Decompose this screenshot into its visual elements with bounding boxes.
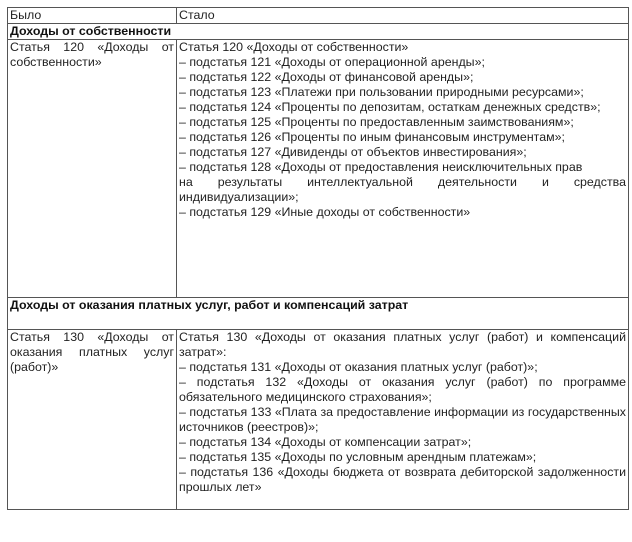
after-cell	[177, 40, 629, 298]
subarticle-line: – подстатья 124 «Проценты по депозитам, остаткам денежных средств»;	[179, 100, 601, 114]
table-row	[8, 40, 629, 298]
section-title: Доходы от оказания платных услуг, работ и компенсаций затрат	[8, 298, 629, 330]
subarticle-line: – подстатья 123 «Платежи при пользовании природными ресурсами»;	[179, 85, 584, 99]
header-before: Было	[8, 8, 177, 24]
subarticle-line: – подстатья 129 «Иные доходы от собственности»	[179, 205, 471, 219]
section-title: Доходы от собственности	[8, 24, 629, 40]
subarticle-line: – подстатья 133 «Плата за предоставление информации из государственных источников (реестров)»;	[179, 405, 626, 434]
subarticle-line: – подстатья 132 «Доходы от оказания услуг (работ) по программе обязательного медицинского страхования»;	[179, 375, 626, 404]
subarticle-line: на результаты интеллектуальной деятельности и средства индивидуализации»;	[179, 175, 626, 204]
subarticle-line: – подстатья 135 «Доходы по условным арендным платежам»;	[179, 450, 537, 464]
before-text: Статья 130 «Доходы от оказания платных услуг (работ)»	[10, 330, 174, 374]
subarticle-line: – подстатья 127 «Дивиденды от объектов инвестирования»;	[179, 145, 527, 159]
subarticle-line: – подстатья 131 «Доходы от оказания платных услуг (работ)»;	[179, 360, 538, 374]
table-row	[8, 330, 629, 510]
comparison-table	[7, 7, 629, 510]
header-row	[8, 8, 629, 24]
subarticle-line: – подстатья 125 «Проценты по предоставленным заимствованиям»;	[179, 115, 574, 129]
before-cell	[8, 330, 177, 510]
before-cell	[8, 40, 177, 298]
header-after: Стало	[177, 8, 629, 24]
article-line: Статья 120 «Доходы от собственности»	[179, 40, 409, 54]
subarticle-line: – подстатья 122 «Доходы от финансовой аренды»;	[179, 70, 474, 84]
after-cell	[177, 330, 629, 510]
subarticle-line: – подстатья 134 «Доходы от компенсации затрат»;	[179, 435, 472, 449]
subarticle-line: – подстатья 136 «Доходы бюджета от возврата дебиторской задолженности прошлых лет»	[179, 465, 626, 494]
article-line: Статья 130 «Доходы от оказания платных услуг (работ) и компенсаций затрат»:	[179, 330, 626, 359]
subarticle-line: – подстатья 128 «Доходы от предоставления неисключительных прав	[179, 160, 583, 174]
subarticle-line: – подстатья 121 «Доходы от операционной аренды»;	[179, 55, 485, 69]
section-title-row	[8, 24, 629, 40]
subarticle-line: – подстатья 126 «Проценты по иным финансовым инструментам»;	[179, 130, 565, 144]
section-title-row	[8, 298, 629, 330]
before-text: Статья 120 «Доходы от собственности»	[10, 40, 174, 69]
